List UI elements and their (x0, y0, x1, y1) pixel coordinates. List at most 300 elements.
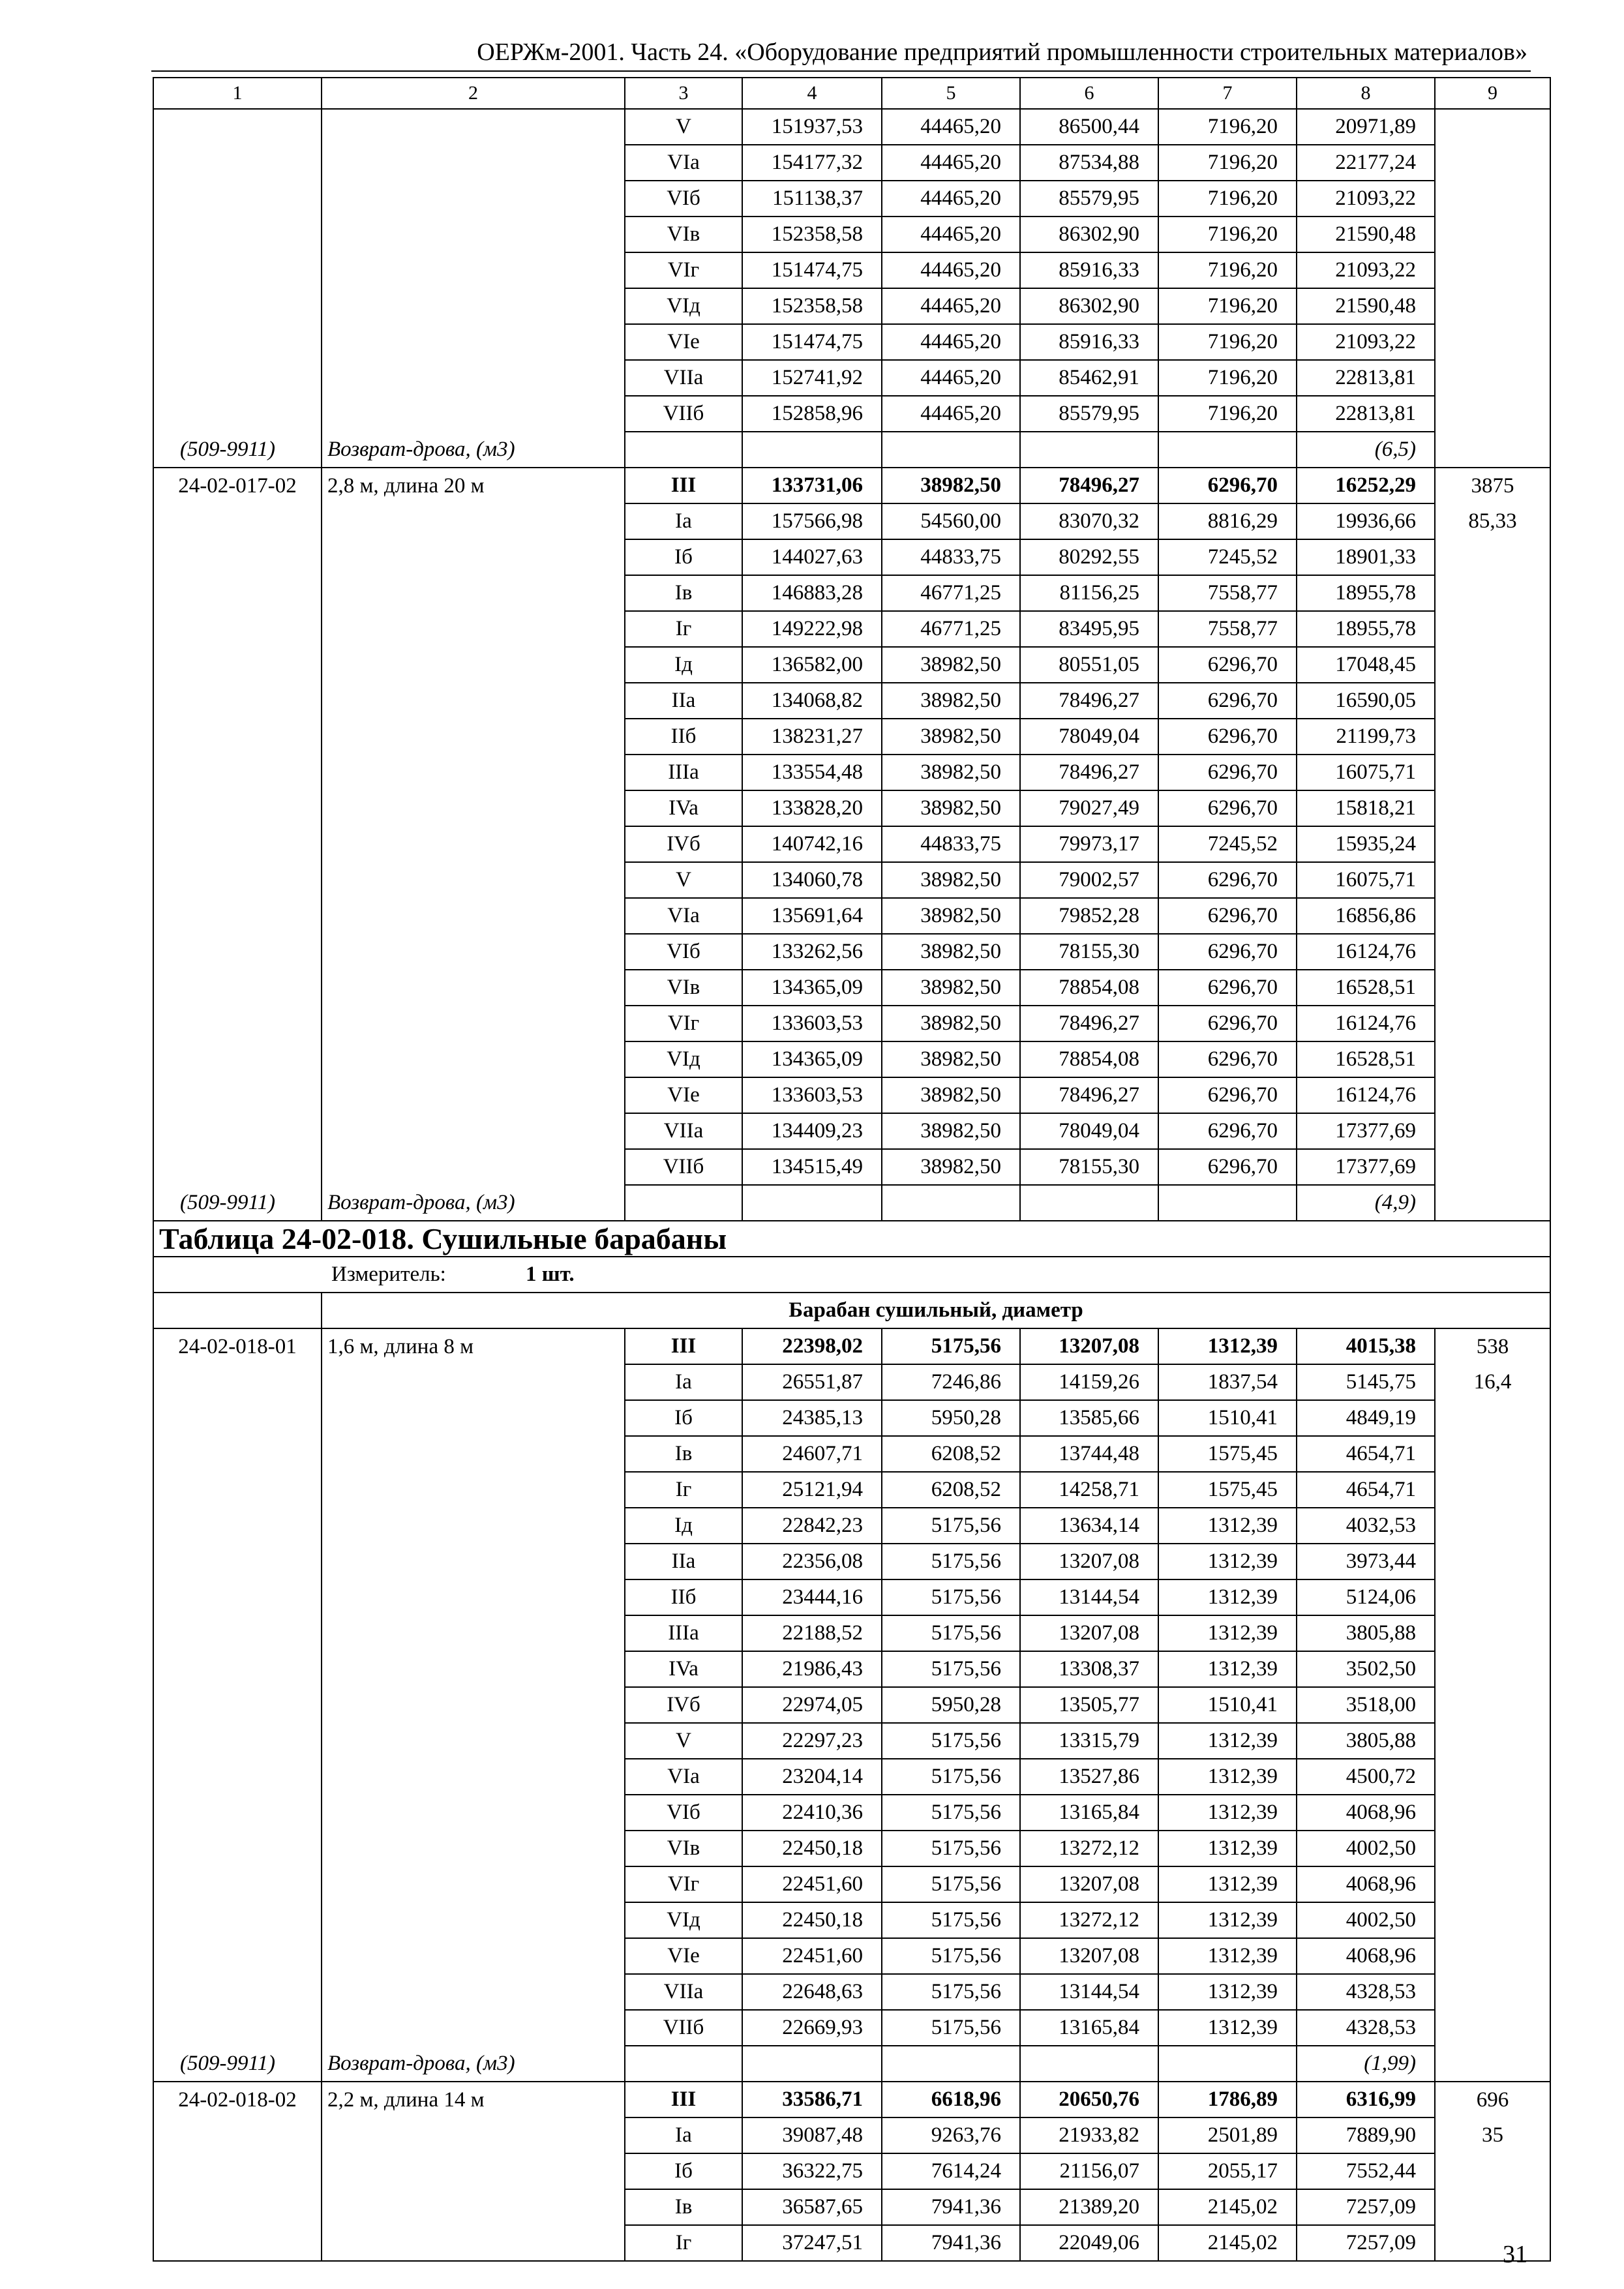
return-row (153, 2046, 1550, 2082)
zone-label: VIг (625, 1866, 742, 1902)
table-row (153, 2189, 1550, 2225)
empty-cell (322, 755, 625, 790)
empty-cell (1435, 1077, 1550, 1113)
value-cell: 4068,96 (1297, 1795, 1435, 1831)
value-cell: 22813,81 (1297, 360, 1435, 396)
empty-cell (1435, 2153, 1550, 2189)
zone-label: VIIб (625, 396, 742, 432)
value-cell: 1510,41 (1158, 1687, 1297, 1723)
table-row (153, 1041, 1550, 1077)
column-number: 4 (742, 78, 882, 109)
value-cell: 134365,09 (742, 970, 882, 1006)
zone-label: IIб (625, 719, 742, 755)
value-cell: 22813,81 (1297, 396, 1435, 432)
table-row (153, 862, 1550, 898)
value-cell: 1312,39 (1158, 1544, 1297, 1579)
value-cell: 4015,38 (1297, 1328, 1435, 1364)
empty-cell (322, 970, 625, 1006)
value-cell: 13527,86 (1020, 1759, 1158, 1795)
table-row (153, 1400, 1550, 1436)
empty-cell (1435, 826, 1550, 862)
value-cell: 16075,71 (1297, 862, 1435, 898)
value-cell: 78496,27 (1020, 1077, 1158, 1113)
subheading-row (153, 1293, 1550, 1328)
value-cell: 5175,56 (882, 1651, 1020, 1687)
empty-cell (153, 2010, 322, 2046)
table-row (153, 145, 1550, 181)
value-cell: 86302,90 (1020, 217, 1158, 252)
empty-cell (322, 181, 625, 217)
zone-label: V (625, 1723, 742, 1759)
value-cell: 85916,33 (1020, 324, 1158, 360)
value-cell: 38982,50 (882, 1113, 1020, 1149)
value-cell: 21093,22 (1297, 324, 1435, 360)
value-cell: 79852,28 (1020, 898, 1158, 934)
zone-label: Iд (625, 1508, 742, 1544)
empty-cell (1435, 181, 1550, 217)
value-cell: 38982,50 (882, 970, 1020, 1006)
value-cell: 6296,70 (1158, 1077, 1297, 1113)
empty-cell (1435, 1149, 1550, 1185)
empty-cell (322, 647, 625, 683)
value-cell: 21590,48 (1297, 217, 1435, 252)
zone-label: Iв (625, 1436, 742, 1472)
empty-cell (153, 288, 322, 324)
empty-cell (1435, 1579, 1550, 1615)
empty-cell (322, 611, 625, 647)
empty-cell (322, 1579, 625, 1615)
empty-cell (153, 1113, 322, 1149)
zone-label: Ia (625, 503, 742, 539)
value-cell: 22842,23 (742, 1508, 882, 1544)
return-code: (509-9911) (153, 432, 322, 468)
empty-cell (1435, 1615, 1550, 1651)
value-cell: 6296,70 (1158, 1113, 1297, 1149)
value-cell: 7941,36 (882, 2225, 1020, 2261)
value-cell: 4328,53 (1297, 2010, 1435, 2046)
empty-cell (882, 2046, 1020, 2082)
value-cell: 22450,18 (742, 1902, 882, 1938)
empty-cell (1435, 1723, 1550, 1759)
empty-cell (322, 2225, 625, 2261)
value-cell: 2145,02 (1158, 2189, 1297, 2225)
value-cell: 7245,52 (1158, 539, 1297, 575)
value-cell: 5950,28 (882, 1687, 1020, 1723)
value-cell: 6296,70 (1158, 898, 1297, 934)
value-cell: 144027,63 (742, 539, 882, 575)
empty-cell (1435, 324, 1550, 360)
zone-label: Iг (625, 1472, 742, 1508)
item-code: 24-02-017-02 (153, 468, 322, 503)
value-cell: 134515,49 (742, 1149, 882, 1185)
value-cell: 16124,76 (1297, 934, 1435, 970)
value-cell: 38982,50 (882, 1041, 1020, 1077)
value-cell: 85462,91 (1020, 360, 1158, 396)
empty-cell (322, 1364, 625, 1400)
column-number-row (153, 78, 1550, 109)
value-cell: 7196,20 (1158, 252, 1297, 288)
empty-cell (322, 1544, 625, 1579)
table-row (153, 1866, 1550, 1902)
value-cell: 2501,89 (1158, 2117, 1297, 2153)
value-cell: 86302,90 (1020, 288, 1158, 324)
value-cell: 13207,08 (1020, 1866, 1158, 1902)
empty-cell (322, 360, 625, 396)
value-cell: 5175,56 (882, 1831, 1020, 1866)
side-value: 696 (1435, 2082, 1550, 2117)
table-row (153, 1472, 1550, 1508)
empty-cell (1435, 611, 1550, 647)
value-cell: 78155,30 (1020, 934, 1158, 970)
value-cell: 21933,82 (1020, 2117, 1158, 2153)
value-cell: 151474,75 (742, 324, 882, 360)
value-cell: 46771,25 (882, 575, 1020, 611)
value-cell: 16528,51 (1297, 1041, 1435, 1077)
empty-cell (1158, 432, 1297, 468)
zone-label: IVб (625, 1687, 742, 1723)
value-cell: 2055,17 (1158, 2153, 1297, 2189)
table-row (153, 109, 1550, 145)
zone-label: IVa (625, 1651, 742, 1687)
empty-cell (322, 503, 625, 539)
value-cell: 80551,05 (1020, 647, 1158, 683)
value-cell: 6296,70 (1158, 755, 1297, 790)
value-cell: 157566,98 (742, 503, 882, 539)
empty-cell (322, 575, 625, 611)
empty-cell (153, 2153, 322, 2189)
empty-cell (153, 1579, 322, 1615)
value-cell: 1786,89 (1158, 2082, 1297, 2117)
zone-label: VIд (625, 288, 742, 324)
value-cell: 14159,26 (1020, 1364, 1158, 1400)
value-cell: 4654,71 (1297, 1436, 1435, 1472)
value-cell: 13144,54 (1020, 1974, 1158, 2010)
value-cell: 38982,50 (882, 862, 1020, 898)
table-row (153, 1974, 1550, 2010)
value-cell: 3805,88 (1297, 1615, 1435, 1651)
value-cell: 78496,27 (1020, 468, 1158, 503)
table-row (153, 1651, 1550, 1687)
zone-label: III (625, 1328, 742, 1364)
value-cell: 1312,39 (1158, 1508, 1297, 1544)
empty-cell (1435, 575, 1550, 611)
value-cell: 15935,24 (1297, 826, 1435, 862)
empty-cell (322, 1902, 625, 1938)
empty-cell (153, 252, 322, 288)
value-cell: 36587,65 (742, 2189, 882, 2225)
value-cell: 6296,70 (1158, 1149, 1297, 1185)
zone-label: Ia (625, 1364, 742, 1400)
empty-cell (153, 1795, 322, 1831)
column-number: 6 (1020, 78, 1158, 109)
table-row (153, 360, 1550, 396)
value-cell: 22356,08 (742, 1544, 882, 1579)
empty-cell (322, 683, 625, 719)
value-cell: 16124,76 (1297, 1077, 1435, 1113)
value-cell: 9263,76 (882, 2117, 1020, 2153)
empty-cell (153, 1866, 322, 1902)
table-row (153, 2010, 1550, 2046)
value-cell: 135691,64 (742, 898, 882, 934)
empty-cell (1435, 252, 1550, 288)
measure-value: 1 шт. (526, 1263, 575, 1286)
value-cell: 83495,95 (1020, 611, 1158, 647)
value-cell: 78496,27 (1020, 683, 1158, 719)
empty-cell (322, 1651, 625, 1687)
empty-cell (1435, 1400, 1550, 1436)
empty-cell (153, 755, 322, 790)
value-cell: 38982,50 (882, 755, 1020, 790)
table-row (153, 396, 1550, 432)
value-cell: 13207,08 (1020, 1615, 1158, 1651)
value-cell: 20650,76 (1020, 2082, 1158, 2117)
empty-cell (153, 826, 322, 862)
zone-label: VIв (625, 1831, 742, 1866)
value-cell: 13207,08 (1020, 1544, 1158, 1579)
empty-cell (322, 1795, 625, 1831)
zone-label: VIa (625, 898, 742, 934)
value-cell: 87534,88 (1020, 145, 1158, 181)
table-row (153, 503, 1550, 539)
value-cell: 16856,86 (1297, 898, 1435, 934)
value-cell: 20971,89 (1297, 109, 1435, 145)
zone-label: VIa (625, 1759, 742, 1795)
value-cell: 8816,29 (1158, 503, 1297, 539)
value-cell: 78496,27 (1020, 755, 1158, 790)
zone-label: VIб (625, 934, 742, 970)
value-cell: 5950,28 (882, 1400, 1020, 1436)
zone-label: VIб (625, 1795, 742, 1831)
value-cell: 22451,60 (742, 1866, 882, 1902)
value-cell: 152358,58 (742, 217, 882, 252)
empty-cell (1435, 1902, 1550, 1938)
value-cell: 4032,53 (1297, 1508, 1435, 1544)
empty-cell (153, 1436, 322, 1472)
empty-cell (153, 396, 322, 432)
value-cell: 4500,72 (1297, 1759, 1435, 1795)
page-number: 31 (1503, 2241, 1527, 2268)
price-table (153, 77, 1551, 2262)
value-cell: 7558,77 (1158, 575, 1297, 611)
zone-label: VIIб (625, 1149, 742, 1185)
empty-cell (153, 683, 322, 719)
empty-cell (1435, 1938, 1550, 1974)
value-cell: 6296,70 (1158, 468, 1297, 503)
value-cell: 7941,36 (882, 2189, 1020, 2225)
value-cell: 80292,55 (1020, 539, 1158, 575)
empty-cell (322, 826, 625, 862)
empty-cell (322, 1006, 625, 1041)
empty-cell (322, 862, 625, 898)
empty-cell (625, 432, 742, 468)
value-cell: 6296,70 (1158, 1041, 1297, 1077)
item-description: 1,6 м, длина 8 м (322, 1328, 625, 1364)
value-cell: 78049,04 (1020, 719, 1158, 755)
zone-label: VIa (625, 145, 742, 181)
empty-cell (153, 1687, 322, 1723)
zone-label: VIIa (625, 1974, 742, 2010)
value-cell: 38982,50 (882, 790, 1020, 826)
table-row (153, 324, 1550, 360)
value-cell: 86500,44 (1020, 109, 1158, 145)
empty-cell (322, 1472, 625, 1508)
value-cell: 44465,20 (882, 217, 1020, 252)
column-number: 3 (625, 78, 742, 109)
table-row (153, 647, 1550, 683)
table-row (153, 575, 1550, 611)
value-cell: 23444,16 (742, 1579, 882, 1615)
value-cell: 13505,77 (1020, 1687, 1158, 1723)
value-cell: 46771,25 (882, 611, 1020, 647)
empty-cell (153, 217, 322, 252)
value-cell: 1312,39 (1158, 1579, 1297, 1615)
value-cell: 13207,08 (1020, 1328, 1158, 1364)
empty-cell (1435, 360, 1550, 396)
measure-cell (153, 1257, 1550, 1293)
zone-label: VIв (625, 217, 742, 252)
column-number: 1 (153, 78, 322, 109)
empty-cell (322, 288, 625, 324)
value-cell: 85916,33 (1020, 252, 1158, 288)
table-row (153, 217, 1550, 252)
table-row (153, 934, 1550, 970)
table-row (153, 468, 1550, 503)
value-cell: 21199,73 (1297, 719, 1435, 755)
empty-cell (153, 324, 322, 360)
value-cell: 17377,69 (1297, 1113, 1435, 1149)
value-cell: 5175,56 (882, 1902, 1020, 1938)
value-cell: 133603,53 (742, 1006, 882, 1041)
empty-cell (1435, 1831, 1550, 1866)
empty-cell (1435, 1185, 1550, 1221)
value-cell: 44465,20 (882, 396, 1020, 432)
value-cell: 151474,75 (742, 252, 882, 288)
table-row (153, 755, 1550, 790)
empty-cell (322, 396, 625, 432)
zone-label: VIIa (625, 1113, 742, 1149)
value-cell: 78854,08 (1020, 1041, 1158, 1077)
column-number: 9 (1435, 78, 1550, 109)
table-row (153, 2153, 1550, 2189)
value-cell: 38982,50 (882, 683, 1020, 719)
value-cell: 5175,56 (882, 1759, 1020, 1795)
value-cell: 154177,32 (742, 145, 882, 181)
value-cell: 13744,48 (1020, 1436, 1158, 1472)
empty-cell (1435, 1436, 1550, 1472)
empty-cell (153, 611, 322, 647)
zone-label: IVб (625, 826, 742, 862)
value-cell: 39087,48 (742, 2117, 882, 2153)
value-cell: 6296,70 (1158, 1006, 1297, 1041)
value-cell: 1312,39 (1158, 1651, 1297, 1687)
value-cell: 13315,79 (1020, 1723, 1158, 1759)
value-cell: 7196,20 (1158, 360, 1297, 396)
empty-cell (322, 1149, 625, 1185)
value-cell: 33586,71 (742, 2082, 882, 2117)
empty-cell (1020, 432, 1158, 468)
value-cell: 5175,56 (882, 1723, 1020, 1759)
empty-cell (1158, 1185, 1297, 1221)
value-cell: 24385,13 (742, 1400, 882, 1436)
value-cell: 5175,56 (882, 1974, 1020, 2010)
zone-label: VIe (625, 324, 742, 360)
empty-cell (153, 1651, 322, 1687)
running-header: ОЕРЖм-2001. Часть 24. «Оборудование предприятий промышленности строительных материалов» (477, 38, 1527, 66)
empty-cell (322, 1436, 625, 1472)
value-cell: 13144,54 (1020, 1579, 1158, 1615)
value-cell: 23204,14 (742, 1759, 882, 1795)
value-cell: 22450,18 (742, 1831, 882, 1866)
value-cell: 44465,20 (882, 324, 1020, 360)
value-cell: 133554,48 (742, 755, 882, 790)
empty-cell (322, 1400, 625, 1436)
table-row (153, 181, 1550, 217)
return-value: (4,9) (1297, 1185, 1435, 1221)
empty-cell (153, 719, 322, 755)
value-cell: 5175,56 (882, 1508, 1020, 1544)
value-cell: 2145,02 (1158, 2225, 1297, 2261)
empty-cell (1435, 145, 1550, 181)
value-cell: 6296,70 (1158, 719, 1297, 755)
value-cell: 6316,99 (1297, 2082, 1435, 2117)
empty-cell (153, 1293, 322, 1328)
value-cell: 4002,50 (1297, 1831, 1435, 1866)
zone-label: IIa (625, 683, 742, 719)
value-cell: 18901,33 (1297, 539, 1435, 575)
table-row (153, 719, 1550, 755)
empty-cell (153, 790, 322, 826)
zone-label: Iб (625, 539, 742, 575)
zone-label: VIe (625, 1077, 742, 1113)
empty-cell (1435, 109, 1550, 145)
section-title-row (153, 1221, 1550, 1257)
side-value: 85,33 (1435, 503, 1550, 539)
zone-label: IVa (625, 790, 742, 826)
table-row (153, 2225, 1550, 2261)
value-cell: 81156,25 (1020, 575, 1158, 611)
value-cell: 16124,76 (1297, 1006, 1435, 1041)
value-cell: 149222,98 (742, 611, 882, 647)
zone-label: VIб (625, 181, 742, 217)
empty-cell (742, 1185, 882, 1221)
value-cell: 5175,56 (882, 1579, 1020, 1615)
value-cell: 16252,29 (1297, 468, 1435, 503)
empty-cell (1435, 1041, 1550, 1077)
measure-label: Измеритель: (331, 1263, 446, 1286)
table-row (153, 826, 1550, 862)
value-cell: 7257,09 (1297, 2189, 1435, 2225)
empty-cell (625, 2046, 742, 2082)
item-code: 24-02-018-02 (153, 2082, 322, 2117)
empty-cell (1435, 683, 1550, 719)
empty-cell (322, 1938, 625, 1974)
side-value: 538 (1435, 1328, 1550, 1364)
value-cell: 54560,00 (882, 503, 1020, 539)
value-cell: 38982,50 (882, 1149, 1020, 1185)
value-cell: 21389,20 (1020, 2189, 1158, 2225)
zone-label: Iд (625, 647, 742, 683)
value-cell: 3805,88 (1297, 1723, 1435, 1759)
zone-label: Iб (625, 2153, 742, 2189)
empty-cell (322, 1866, 625, 1902)
table-row (153, 1508, 1550, 1544)
empty-cell (153, 934, 322, 970)
zone-label: IIa (625, 1544, 742, 1579)
table-row (153, 1006, 1550, 1041)
table-row (153, 288, 1550, 324)
empty-cell (322, 1759, 625, 1795)
value-cell: 3973,44 (1297, 1544, 1435, 1579)
